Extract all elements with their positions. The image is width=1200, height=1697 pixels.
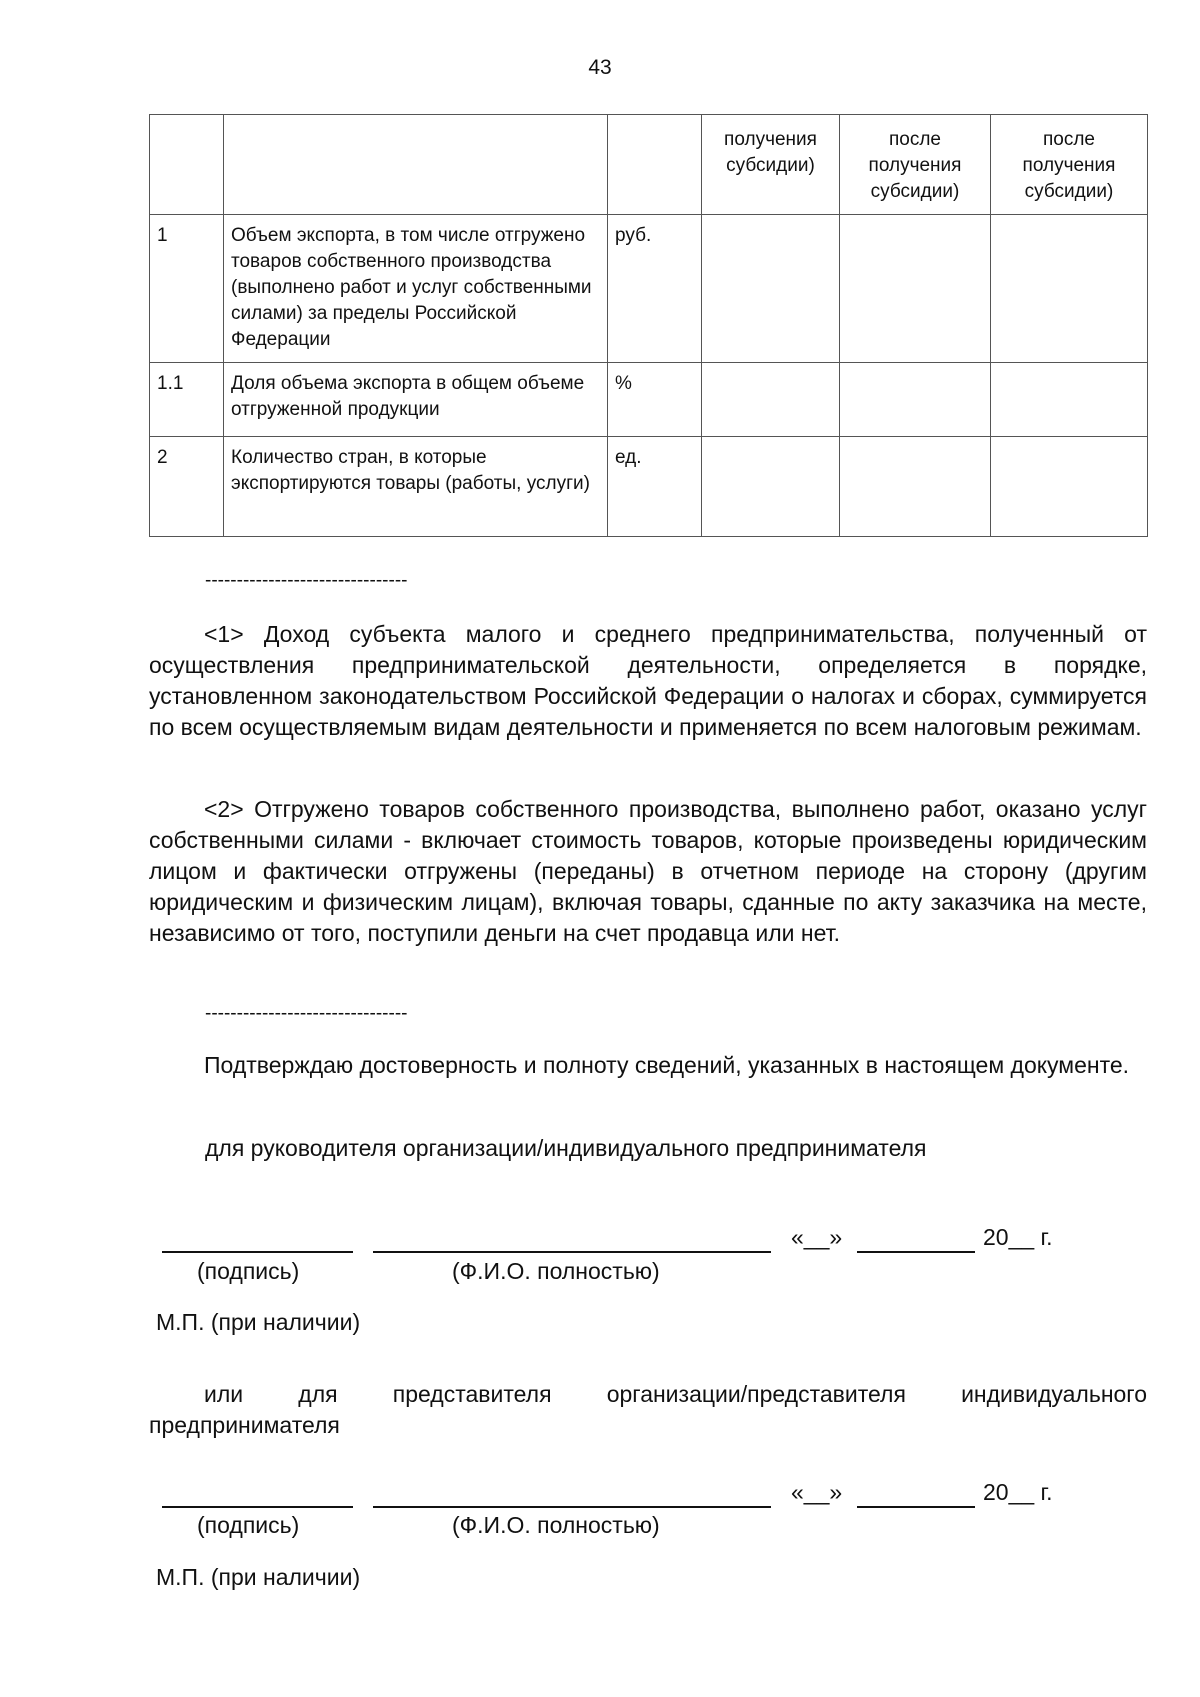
separator-line: -------------------------------- [205, 1003, 408, 1024]
row-value-cell [840, 437, 991, 537]
stamp-label: М.П. (при наличии) [156, 1309, 361, 1335]
indicators-table [149, 114, 1148, 537]
date-day: «__» [791, 1479, 843, 1505]
date-day: «__» [791, 1224, 843, 1250]
row-number: 2 [150, 437, 224, 537]
representative-label: или для представителя организации/представителя индивидуального предпринимателя [149, 1381, 1147, 1438]
page-number: 43 [588, 56, 612, 79]
header-cell-num [150, 115, 224, 215]
date-month-line [857, 1506, 975, 1508]
row-indicator: Доля объема экспорта в общем объеме отгруженной продукции [224, 363, 608, 437]
row-number: 1 [150, 215, 224, 363]
row-value-cell [991, 215, 1148, 363]
header-cell-unit [608, 115, 702, 215]
signature-line [162, 1251, 353, 1253]
footnote-1: <1> Доход субъекта малого и среднего предпринимательства, полученный от осуществления предпринимательской деятельности, определяется в порядке, установленном законодательством Российской Федерации о налогах и сборах, суммируется по всем осуществляемым видам деятельности и применяется по всем налоговым режимам. [149, 621, 1147, 740]
table-row [150, 215, 1148, 363]
row-value-cell [840, 215, 991, 363]
row-value-cell [991, 437, 1148, 537]
row-unit: руб. [608, 215, 702, 363]
table-row [150, 363, 1148, 437]
row-value-cell [702, 363, 840, 437]
full-name-caption: (Ф.И.О. полностью) [452, 1258, 660, 1284]
header-cell-after-1: после получения субсидии) [840, 115, 991, 215]
row-unit: % [608, 363, 702, 437]
date-year: 20__ г. [983, 1479, 1053, 1505]
row-indicator: Объем экспорта, в том числе отгружено товаров собственного производства (выполнено работ и услуг собственными силами) за пределы Российской Федерации [224, 215, 608, 363]
stamp-label: М.П. (при наличии) [156, 1564, 361, 1590]
full-name-line [373, 1251, 771, 1253]
separator-line: -------------------------------- [205, 570, 408, 591]
header-cell-before: получения субсидии) [702, 115, 840, 215]
head-signer-label: для руководителя организации/индивидуального предпринимателя [205, 1135, 927, 1161]
full-name-caption: (Ф.И.О. полностью) [452, 1512, 660, 1538]
table-row [150, 437, 1148, 537]
footnote-2: <2> Отгружено товаров собственного производства, выполнено работ, оказано услуг собственными силами - включает стоимость товаров, которые произведены юридическим лицом и фактически отгружены (переданы) в отчетном периоде на сторону (другим юридическим и физическим лицам), включая товары, сданные по акту заказчика на месте, независимо от того, поступили деньги на счет продавца или нет. [149, 796, 1147, 946]
row-unit: ед. [608, 437, 702, 537]
signature-line [162, 1506, 353, 1508]
signature-caption: (подпись) [197, 1258, 300, 1284]
header-cell-after-2: после получения субсидии) [991, 115, 1148, 215]
date-year: 20__ г. [983, 1224, 1053, 1250]
row-indicator: Количество стран, в которые экспортируются товары (работы, услуги) [224, 437, 608, 537]
confirmation-text: Подтверждаю достоверность и полноту сведений, указанных в настоящем документе. [204, 1052, 1130, 1078]
row-value-cell [991, 363, 1148, 437]
row-number: 1.1 [150, 363, 224, 437]
table-header-row [150, 115, 1148, 215]
full-name-line [373, 1506, 771, 1508]
row-value-cell [702, 215, 840, 363]
date-month-line [857, 1251, 975, 1253]
row-value-cell [840, 363, 991, 437]
signature-caption: (подпись) [197, 1512, 300, 1538]
row-value-cell [702, 437, 840, 537]
header-cell-name [224, 115, 608, 215]
